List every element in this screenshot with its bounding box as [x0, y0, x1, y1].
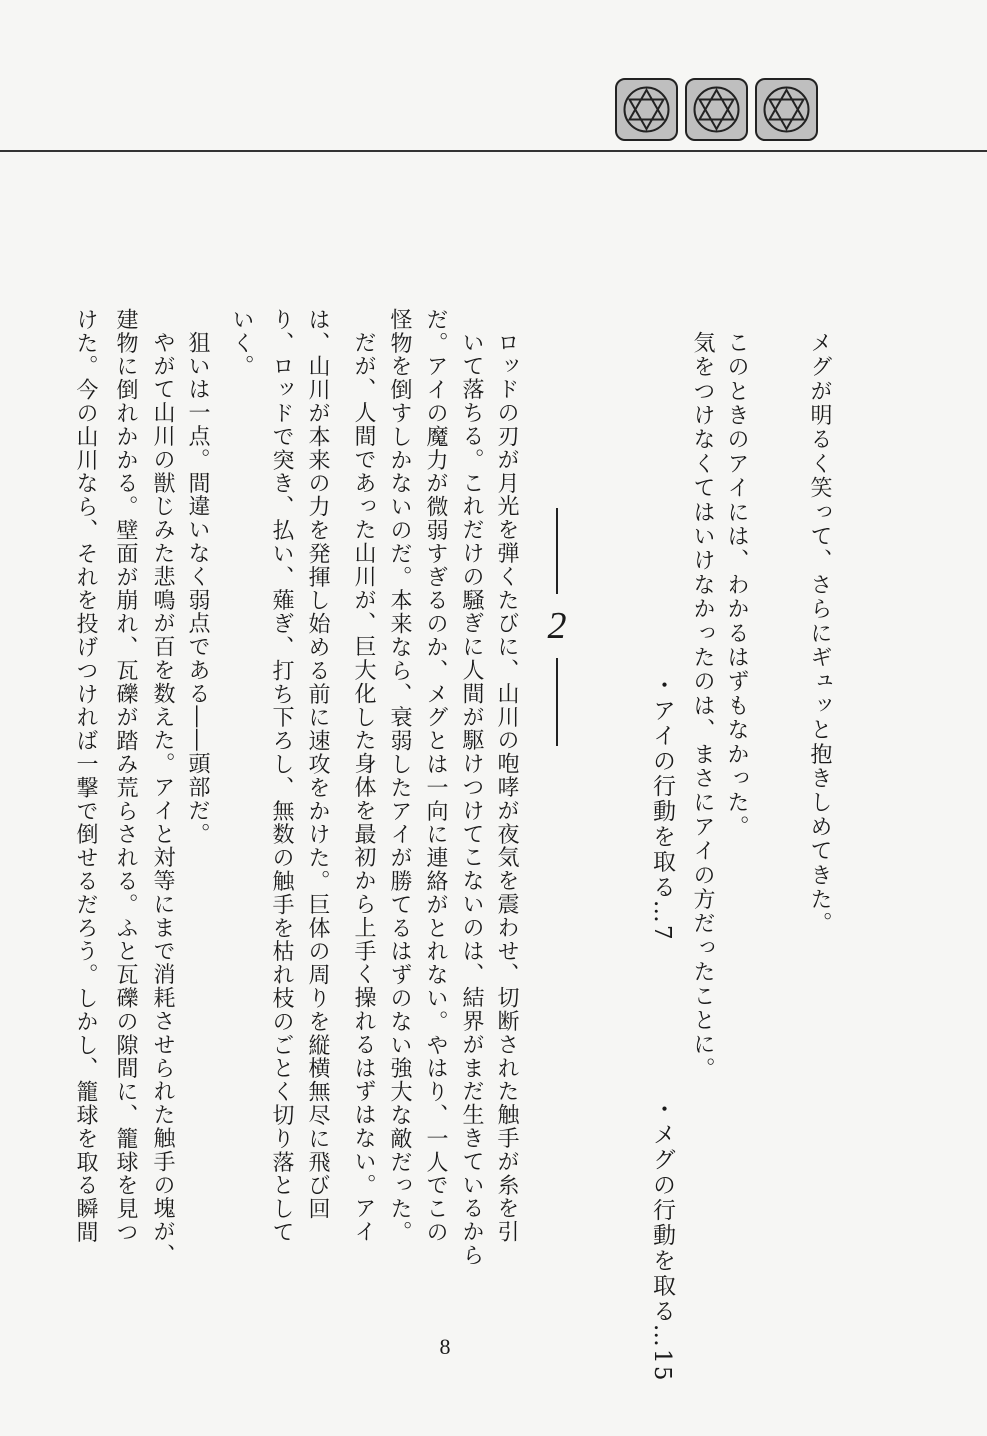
- header-emblems: [615, 78, 818, 141]
- section-rule-bottom: [556, 658, 558, 746]
- text-line: メグが明るく笑って、さらにギュッと抱きしめてきた。: [807, 331, 832, 936]
- choice-option-ai: ・アイの行動を取る…7: [649, 673, 675, 942]
- section-number-marker: [533, 508, 581, 748]
- text-line: いて落ちる。これだけの騒ぎに人間が駆けつけてこないのは、結界がまだ生きているから: [459, 331, 484, 1267]
- choice-option-meg: ・メグの行動を取る…15: [649, 1097, 675, 1383]
- header-rule: [0, 150, 987, 152]
- text-line: 気をつけなくてはいけなかったのは、まさにアイの方だったことに。: [690, 331, 715, 1082]
- text-line: だが、人間であった山川が、巨大化した身体を最初から上手く操れるはずはない。アイ: [351, 331, 376, 1244]
- text-line: ロッドの刃が月光を弾くたびに、山川の咆哮が夜気を震わせ、切断された触手が糸を引: [494, 331, 519, 1244]
- text-line: は、山川が本来の力を発揮し始める前に速攻をかけた。巨体の周りを縦横無尽に飛び回: [305, 308, 330, 1221]
- text-line: いく。: [229, 308, 254, 379]
- text-line: 建物に倒れかかる。壁面が崩れ、瓦礫が踏み荒らされる。ふと瓦礫の隙間に、籠球を見つ: [113, 308, 138, 1244]
- page-number: 8: [439, 1334, 451, 1359]
- text-line: やがて山川の獣じみた悲鳴が百を数えた。アイと対等にまで消耗させられた触手の塊が、: [150, 331, 175, 1267]
- text-line: り、ロッドで突き、払い、薙ぎ、打ち下ろし、無数の触手を枯れ枝のごとく切り落として: [269, 308, 294, 1244]
- text-line: だ。アイの魔力が微弱すぎるのか、メグとは一向に連絡がとれない。やはり、一人でこの: [423, 308, 448, 1244]
- hexagram-emblem-icon: [755, 78, 818, 141]
- text-line: 怪物を倒すしかないのだ。本来なら、衰弱したアイが勝てるはずのない強大な敵だった。: [387, 308, 412, 1244]
- text-line: 狙いは一点。間違いなく弱点である――頭部だ。: [185, 331, 210, 846]
- hexagram-emblem-icon: [685, 78, 748, 141]
- section-number: 2: [547, 605, 567, 647]
- hexagram-emblem-icon: [615, 78, 678, 141]
- text-line: このときのアイには、わかるはずもなかった。: [724, 331, 749, 840]
- section-rule-top: [556, 508, 558, 594]
- text-line: けた。今の山川なら、それを投げつければ一撃で倒せるだろう。しかし、籠球を取る瞬間: [73, 308, 98, 1244]
